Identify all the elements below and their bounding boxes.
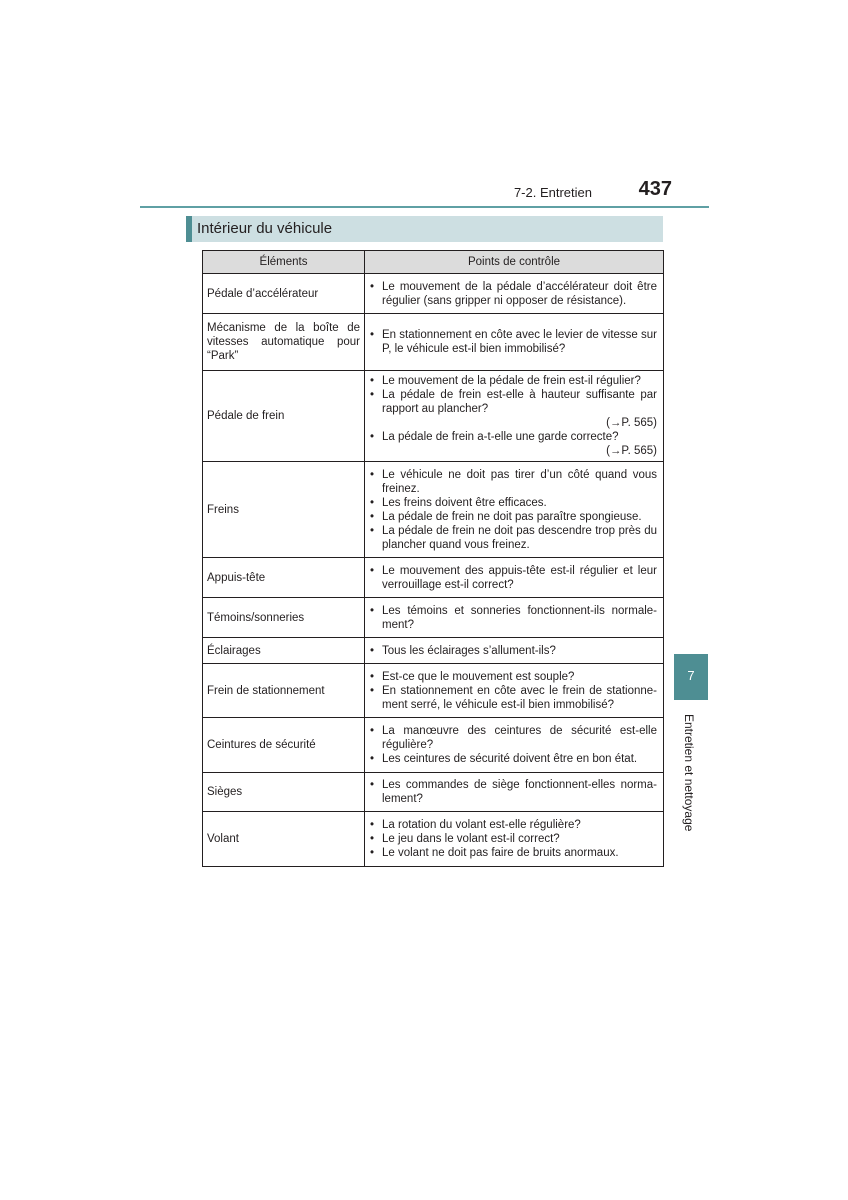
row-points <box>365 462 664 558</box>
row-item: Sièges <box>203 773 365 812</box>
check-point: • La pédale de frein est-elle à hauteur suffisante par rapport au plancher? <box>368 388 657 416</box>
row-item: Éclairages <box>203 638 365 664</box>
check-point: • La rotation du volant est-elle régulière? <box>368 818 657 832</box>
check-point: • Le jeu dans le volant est-il correct? <box>368 832 657 846</box>
table-row <box>203 598 664 638</box>
row-item: Ceintures de sécurité <box>203 718 365 773</box>
check-point: • Est-ce que le mouvement est souple? <box>368 670 657 684</box>
chapter-label: Entretien et nettoyage <box>682 714 696 832</box>
row-item: Pédale d’accélérateur <box>203 274 365 314</box>
check-point: • Le mouvement de la pédale de frein est-il régulier? <box>368 374 657 388</box>
page-reference: (→P. 565) <box>606 445 657 457</box>
row-item: Appuis-tête <box>203 558 365 598</box>
row-points <box>365 598 664 638</box>
check-point: • Le mouvement de la pédale d’accélérateur doit être régulier (sans gripper ni opposer de résistance). <box>368 280 657 308</box>
page-reference: (→P. 565) <box>606 417 657 429</box>
row-points <box>365 314 664 371</box>
table-row <box>203 638 664 664</box>
row-points <box>365 274 664 314</box>
row-points <box>365 812 664 867</box>
table-row <box>203 718 664 773</box>
table-row <box>203 812 664 867</box>
table-row <box>203 462 664 558</box>
table-row <box>203 558 664 598</box>
check-point: • Les commandes de siège fonctionnent-elles norma-lement? <box>368 778 657 806</box>
check-point: • Les freins doivent être efficaces. <box>368 496 657 510</box>
check-point: • Les ceintures de sécurité doivent être en bon état. <box>368 752 657 766</box>
check-point: • En stationnement en côte avec le levier de vitesse sur P, le véhicule est-il bien immobilisé? <box>368 328 657 356</box>
row-item: Volant <box>203 812 365 867</box>
section-heading-bar <box>186 216 663 242</box>
inspection-table <box>202 250 664 867</box>
row-points <box>365 371 664 462</box>
section-title: Intérieur du véhicule <box>197 220 333 237</box>
table-row <box>203 274 664 314</box>
row-points <box>365 558 664 598</box>
column-header-elements: Éléments <box>203 251 365 274</box>
check-point: • La pédale de frein ne doit pas descendre trop près du plancher quand vous freinez. <box>368 524 657 552</box>
table-row <box>203 314 664 371</box>
check-point: • Tous les éclairages s’allument-ils? <box>368 644 657 658</box>
table-header-row <box>203 251 664 274</box>
row-points <box>365 664 664 718</box>
chapter-tab: 7 <box>674 654 708 700</box>
row-points <box>365 638 664 664</box>
check-point: • Les témoins et sonneries fonctionnent-ils normale-ment? <box>368 604 657 632</box>
column-header-points: Points de contrôle <box>365 251 664 274</box>
check-point: • Le véhicule ne doit pas tirer d’un côté quand vous freinez. <box>368 468 657 496</box>
row-points <box>365 773 664 812</box>
check-point: • La pédale de frein ne doit pas paraître spongieuse. <box>368 510 657 524</box>
header-rule <box>140 206 709 208</box>
row-item: Pédale de frein <box>203 371 365 462</box>
page-number: 437 <box>638 178 672 200</box>
check-point: • La pédale de frein a-t-elle une garde correcte? <box>368 430 657 444</box>
header-section-title: 7-2. Entretien <box>513 185 592 200</box>
row-item: Freins <box>203 462 365 558</box>
row-points <box>365 718 664 773</box>
row-item: Témoins/sonneries <box>203 598 365 638</box>
check-point: • En stationnement en côte avec le frein de stationne-ment serré, le véhicule est-il bien immobilisé? <box>368 684 657 712</box>
table-row <box>203 371 664 462</box>
section-heading-accent <box>186 216 192 242</box>
check-point: • Le volant ne doit pas faire de bruits anormaux. <box>368 846 657 860</box>
table-row <box>203 773 664 812</box>
check-point: • La manœuvre des ceintures de sécurité est-elle régulière? <box>368 724 657 752</box>
row-item: Frein de stationnement <box>203 664 365 718</box>
row-item: Mécanisme de la boîte de vitesses automatique pour “Park” <box>203 314 365 371</box>
check-point: • Le mouvement des appuis-tête est-il régulier et leur verrouillage est-il correct? <box>368 564 657 592</box>
table-row <box>203 664 664 718</box>
